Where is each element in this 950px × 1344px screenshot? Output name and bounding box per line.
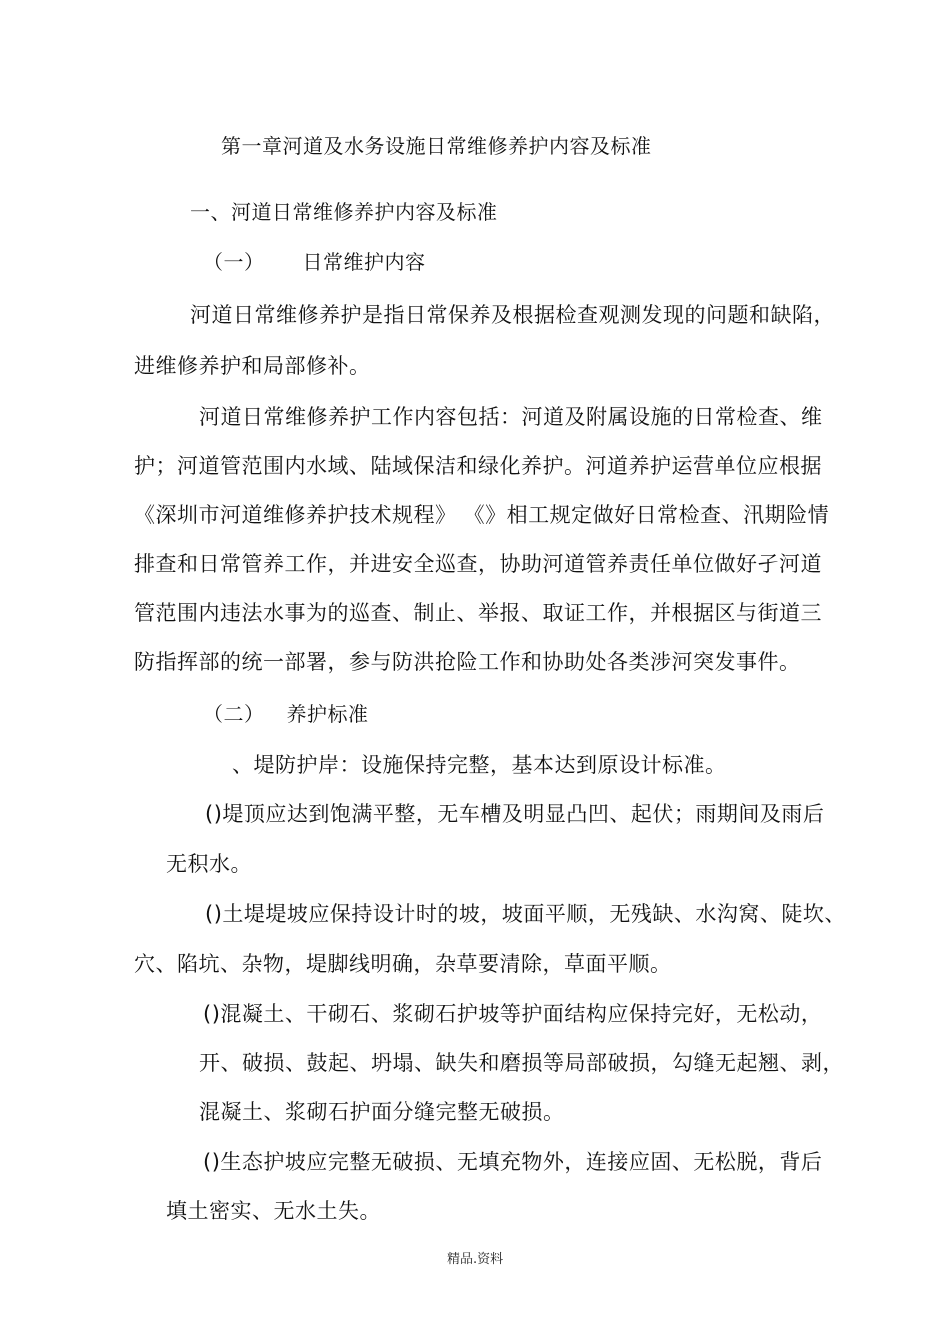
list-item: 开、破损、鼓起、坍塌、缺失和磨损等局部破损，勾缝无起翘、剥， [199,1051,844,1075]
subsection-number: （一） [203,250,265,274]
paragraph-line: 管范围内违法水事为的巡查、制止、举报、取证工作，并根据区与街道三 [134,601,822,625]
subsection-title: 日常维护内容 [302,250,426,274]
list-item: 、堤防护岸：设施保持完整，基本达到原设计标准。 [232,753,727,777]
paragraph-line: 河道日常维修养护是指日常保养及根据检查观测发现的问题和缺陷， [190,303,835,327]
list-item: 填土密实、无水土失。 [166,1199,381,1223]
subsection-heading-1 [203,247,426,277]
paragraph-line: 防指挥部的统一部署，参与防洪抢险工作和协助处各类涉河突发事件。 [134,650,801,674]
paragraph-line: 进维修养护和局部修补。 [134,354,371,378]
paragraph-line: 河道日常维修养护工作内容包括：河道及附属设施的日常检查、维 [199,405,823,429]
list-item: ()土堤堤坡应保持设计时的坡，坡面平顺，无残缺、水沟窝、陡坎、 [205,902,846,926]
section-heading: 一、河道日常维修养护内容及标准 [190,200,498,224]
subsection-title: 养护标准 [286,702,369,726]
paragraph-line: 排查和日常管养工作，并进安全巡查，协助河道管养责任单位做好孑河道 [134,552,822,576]
list-item: 无积水。 [166,852,252,876]
page-title: 第一章河道及水务设施日常维修养护内容及标准 [221,134,652,158]
list-item: ()生态护坡应完整无破损、无填充物外，连接应固、无松脱，背后 [203,1150,823,1174]
subsection-heading-2 [203,699,369,729]
page-footer: 精品.资料 [447,1252,504,1267]
list-item: 混凝土、浆砌石护面分缝完整无破损。 [199,1100,565,1124]
subsection-number: （二） [203,702,265,726]
paragraph-line: 《深圳市河道维修养护技术规程》 《》相工规定做好日常检查、汛期险情 [134,503,830,527]
paragraph-line: 护；河道管范围内水域、陆域保洁和绿化养护。河道养护运营单位应根据 [134,454,822,478]
list-item: ()混凝土、干砌石、浆砌石护坡等护面结构应保持完好，无松动， [203,1002,823,1026]
list-item: 穴、陷坑、杂物，堤脚线明确，杂草要清除，草面平顺。 [134,952,672,976]
list-item: ()堤顶应达到饱满平整，无车槽及明显凸凹、起伏；雨期间及雨后 [205,802,825,826]
